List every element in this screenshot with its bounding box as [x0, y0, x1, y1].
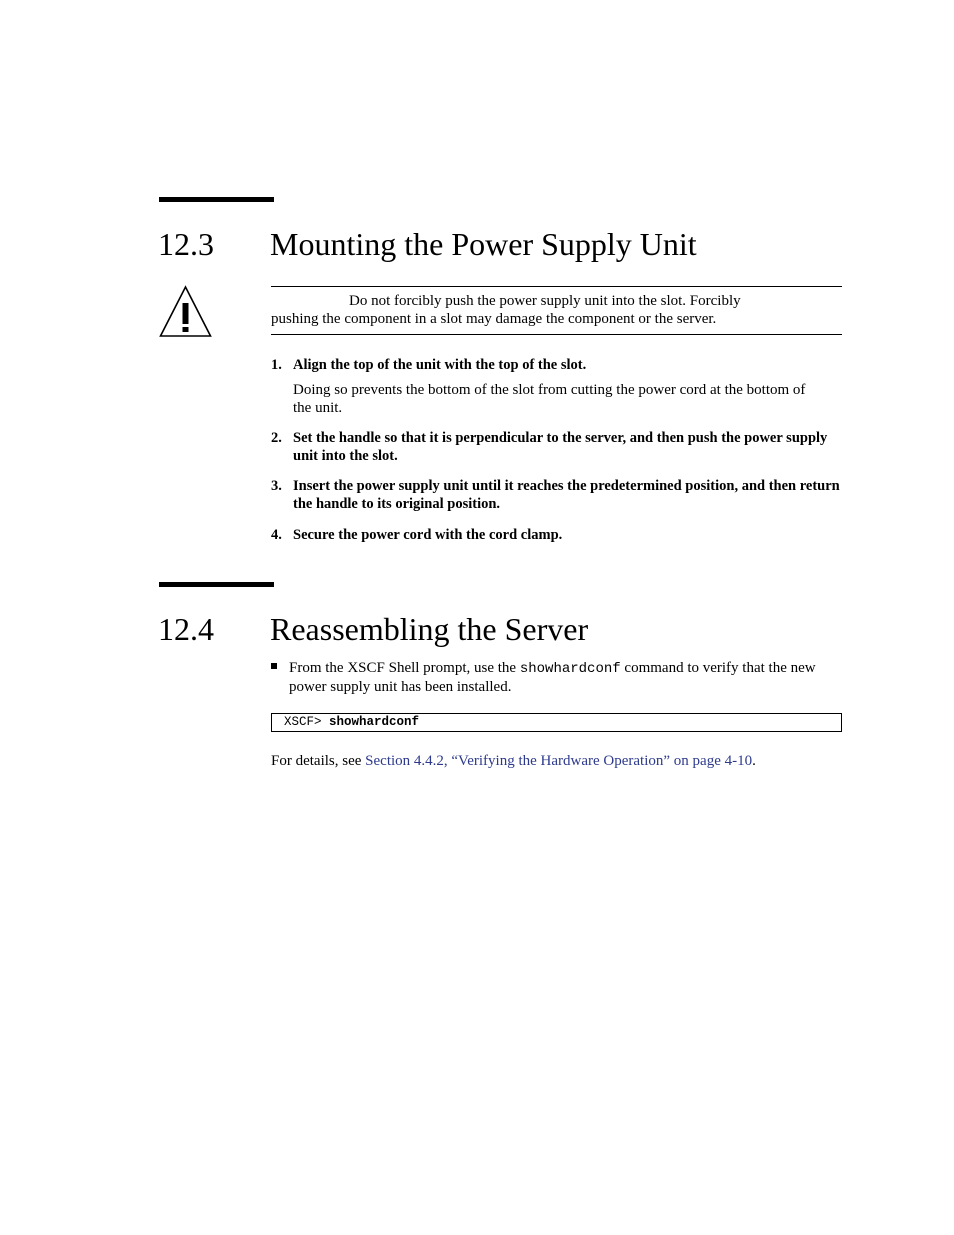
section-rule	[159, 582, 274, 587]
bullet-text-pre: From the XSCF Shell prompt, use the	[289, 660, 520, 676]
details-post: .	[752, 753, 756, 769]
section-link[interactable]: Section 4.4.2, “Verifying the Hardware Operation” on page 4-10	[365, 753, 753, 769]
code-command: showhardconf	[329, 715, 420, 729]
bullet-text	[289, 659, 844, 696]
step-number: 2.	[271, 430, 282, 446]
step-1-detail: Doing so prevents the bottom of the slot from cutting the power cord at the bottom of the unit.	[293, 382, 806, 416]
step-text: Insert the power supply unit until it reaches the predetermined position, and then return the handle to its original position.	[293, 478, 840, 512]
step-1	[271, 356, 842, 374]
caution-bottom-rule	[271, 334, 842, 335]
section-title: Mounting the Power Supply Unit	[270, 226, 697, 262]
step-3	[271, 477, 842, 513]
step-number: 4.	[271, 527, 282, 543]
step-text: Set the handle so that it is perpendicular to the server, and then push the power supply unit into the slot.	[293, 430, 828, 464]
section-title: Reassembling the Server	[270, 611, 589, 647]
inline-command: showhardconf	[519, 661, 621, 677]
step-text: Align the top of the unit with the top of the slot.	[293, 357, 587, 373]
step-2	[271, 429, 842, 465]
step-number: 1.	[271, 357, 282, 373]
step-number: 3.	[271, 478, 282, 494]
step-4	[271, 526, 842, 544]
step-text: Secure the power cord with the cord clamp.	[293, 527, 563, 543]
details-pre: For details, see	[271, 753, 366, 769]
caution-text-line2: pushing the component in a slot may damage the component or the server.	[271, 311, 717, 327]
code-block	[271, 713, 842, 732]
bullet-text-post: command to verify that the new power supply unit has been installed.	[289, 660, 816, 695]
section-number: 12.4	[158, 611, 214, 647]
caution-top-rule	[271, 286, 842, 287]
details-paragraph	[271, 752, 756, 770]
section-number: 12.3	[158, 226, 214, 262]
caution-text-line1: Do not forcibly push the power supply unit into the slot. Forcibly	[349, 293, 741, 309]
code-prompt: XSCF>	[284, 715, 330, 729]
bullet-icon	[271, 663, 277, 669]
caution-icon	[159, 285, 212, 343]
section-rule	[159, 197, 274, 202]
